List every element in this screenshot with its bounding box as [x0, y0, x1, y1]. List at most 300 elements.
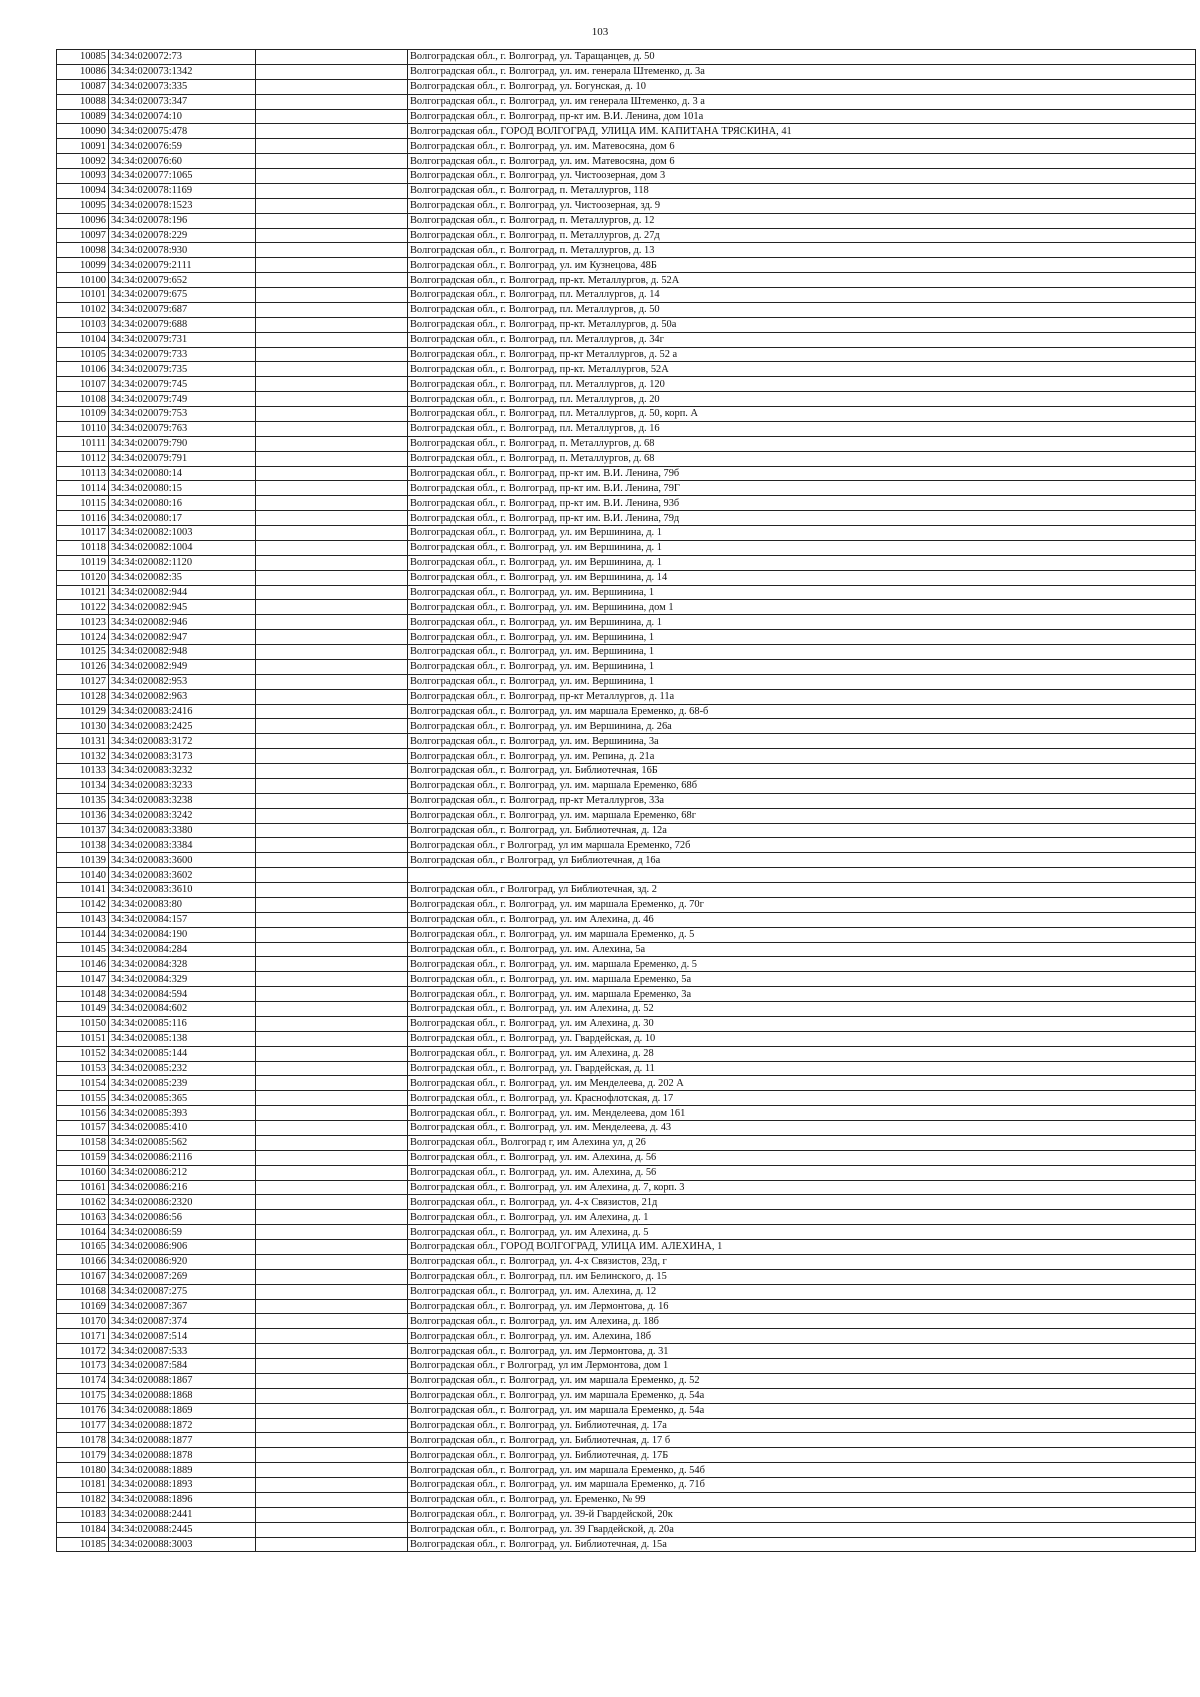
table-row: [57, 540, 1196, 555]
cadastral-number-cell: 34:34:020084:284: [109, 942, 256, 957]
cadastral-number-cell: 34:34:020083:80: [109, 897, 256, 912]
cadastral-number-cell: 34:34:020076:59: [109, 139, 256, 154]
address-cell: Волгоградская обл., г. Волгоград, п. Металлургов, д. 68: [408, 451, 1196, 466]
empty-cell: [256, 1314, 408, 1329]
address-cell: Волгоградская обл., г. Волгоград, ул. им. Вершинина, 1: [408, 630, 1196, 645]
table-row: [57, 1492, 1196, 1507]
address-cell: Волгоградская обл., г. Волгоград, ул. им. маршала Еременко, 5а: [408, 972, 1196, 987]
empty-cell: [256, 377, 408, 392]
address-cell: Волгоградская обл., г. Волгоград, ул. им генерала Штеменко, д. 3 а: [408, 94, 1196, 109]
cadastral-number-cell: 34:34:020083:3610: [109, 883, 256, 898]
table-row: [57, 392, 1196, 407]
table-row: [57, 600, 1196, 615]
row-number-cell: 10095: [57, 198, 109, 213]
empty-cell: [256, 912, 408, 927]
row-number-cell: 10155: [57, 1091, 109, 1106]
empty-cell: [256, 719, 408, 734]
table-row: [57, 778, 1196, 793]
row-number-cell: 10131: [57, 734, 109, 749]
cadastral-number-cell: 34:34:020079:688: [109, 317, 256, 332]
empty-cell: [256, 883, 408, 898]
empty-cell: [256, 1284, 408, 1299]
cadastral-number-cell: 34:34:020079:791: [109, 451, 256, 466]
address-cell: Волгоградская обл., г. Волгоград, ул. им маршала Еременко, д. 70г: [408, 897, 1196, 912]
table-row: [57, 1522, 1196, 1537]
address-cell: Волгоградская обл., г. Волгоград, ул. им маршала Еременко, д. 54а: [408, 1388, 1196, 1403]
address-cell: Волгоградская обл., г. Волгоград, ул. им маршала Еременко, д. 68-б: [408, 704, 1196, 719]
cadastral-number-cell: 34:34:020088:1867: [109, 1373, 256, 1388]
row-number-cell: 10104: [57, 332, 109, 347]
address-cell: Волгоградская обл., г. Волгоград, ул. им. Вершинина, 3а: [408, 734, 1196, 749]
table-row: [57, 1329, 1196, 1344]
row-number-cell: 10116: [57, 511, 109, 526]
row-number-cell: 10161: [57, 1180, 109, 1195]
empty-cell: [256, 1388, 408, 1403]
table-row: [57, 1418, 1196, 1433]
address-cell: Волгоградская обл., г. Волгоград, пл. Металлургов, д. 120: [408, 377, 1196, 392]
empty-cell: [256, 540, 408, 555]
row-number-cell: 10152: [57, 1046, 109, 1061]
table-row: [57, 1091, 1196, 1106]
empty-cell: [256, 868, 408, 883]
table-row: [57, 1373, 1196, 1388]
cadastral-number-cell: 34:34:020084:602: [109, 1002, 256, 1017]
empty-cell: [256, 302, 408, 317]
row-number-cell: 10103: [57, 317, 109, 332]
table-row: [57, 302, 1196, 317]
cadastral-number-cell: 34:34:020083:3600: [109, 853, 256, 868]
table-row: [57, 972, 1196, 987]
address-cell: Волгоградская обл., г. Волгоград, ул. им. маршала Еременко, д. 5: [408, 957, 1196, 972]
address-cell: Волгоградская обл., г. Волгоград, пр-кт. Металлургов, д. 50а: [408, 317, 1196, 332]
table-row: [57, 630, 1196, 645]
cadastral-number-cell: 34:34:020077:1065: [109, 169, 256, 184]
cadastral-number-cell: 34:34:020082:947: [109, 630, 256, 645]
cadastral-number-cell: 34:34:020073:335: [109, 79, 256, 94]
table-row: [57, 674, 1196, 689]
address-cell: Волгоградская обл., ГОРОД ВОЛГОГРАД, УЛИЦА ИМ. КАПИТАНА ТРЯСКИНА, 41: [408, 124, 1196, 139]
row-number-cell: 10114: [57, 481, 109, 496]
address-cell: Волгоградская обл., г. Волгоград, ул. 39-й Гвардейской, 20к: [408, 1507, 1196, 1522]
empty-cell: [256, 1165, 408, 1180]
empty-cell: [256, 749, 408, 764]
cadastral-number-cell: 34:34:020079:652: [109, 273, 256, 288]
address-cell: Волгоградская обл., г. Волгоград, ул. им. Алехина, д. 12: [408, 1284, 1196, 1299]
empty-cell: [256, 1373, 408, 1388]
table-row: [57, 79, 1196, 94]
row-number-cell: 10101: [57, 288, 109, 303]
row-number-cell: 10149: [57, 1002, 109, 1017]
table-row: [57, 228, 1196, 243]
empty-cell: [256, 585, 408, 600]
empty-cell: [256, 154, 408, 169]
empty-cell: [256, 451, 408, 466]
row-number-cell: 10119: [57, 555, 109, 570]
address-cell: Волгоградская обл., г. Волгоград, ул. им. Вершинина, дом 1: [408, 600, 1196, 615]
address-cell: Волгоградская обл., г. Волгоград, ул. им Менделеева, д. 202 А: [408, 1076, 1196, 1091]
cadastral-number-cell: 34:34:020087:584: [109, 1359, 256, 1374]
row-number-cell: 10181: [57, 1478, 109, 1493]
address-cell: Волгоградская обл., г. Волгоград, ул. Краснофлотская, д. 17: [408, 1091, 1196, 1106]
empty-cell: [256, 213, 408, 228]
empty-cell: [256, 317, 408, 332]
row-number-cell: 10130: [57, 719, 109, 734]
row-number-cell: 10150: [57, 1016, 109, 1031]
empty-cell: [256, 659, 408, 674]
cadastral-number-cell: 34:34:020079:733: [109, 347, 256, 362]
row-number-cell: 10143: [57, 912, 109, 927]
row-number-cell: 10151: [57, 1031, 109, 1046]
table-row: [57, 94, 1196, 109]
table-row: [57, 927, 1196, 942]
cadastral-number-cell: 34:34:020082:1120: [109, 555, 256, 570]
address-cell: Волгоградская обл., г. Волгоград, пр-кт Металлургов, 33а: [408, 793, 1196, 808]
address-cell: Волгоградская обл., г. Волгоград, ул. им Лермонтова, д. 31: [408, 1344, 1196, 1359]
empty-cell: [256, 332, 408, 347]
address-cell: Волгоградская обл., г. Волгоград, ул. им. Менделеева, д. 43: [408, 1121, 1196, 1136]
address-cell: Волгоградская обл., г. Волгоград, пр-кт Металлургов, д. 11а: [408, 689, 1196, 704]
table-row: [57, 957, 1196, 972]
table-row: [57, 585, 1196, 600]
address-cell: Волгоградская обл., г. Волгоград, ул. им. Алехина, 5а: [408, 942, 1196, 957]
address-cell: Волгоградская обл., г. Волгоград, пл. им Белинского, д. 15: [408, 1269, 1196, 1284]
address-cell: Волгоградская обл., г. Волгоград, пр-кт им. В.И. Ленина, дом 101а: [408, 109, 1196, 124]
row-number-cell: 10123: [57, 615, 109, 630]
cadastral-number-cell: 34:34:020082:953: [109, 674, 256, 689]
table-row: [57, 853, 1196, 868]
cadastral-number-cell: 34:34:020082:948: [109, 645, 256, 660]
row-number-cell: 10184: [57, 1522, 109, 1537]
cadastral-number-cell: 34:34:020073:347: [109, 94, 256, 109]
cadastral-number-cell: 34:34:020084:328: [109, 957, 256, 972]
address-cell: Волгоградская обл., г. Волгоград, ул. им. Вершинина, 1: [408, 645, 1196, 660]
address-cell: Волгоградская обл., г. Волгоград, ул. Библиотечная, д. 17а: [408, 1418, 1196, 1433]
address-cell: Волгоградская обл., г Волгоград, ул им маршала Еременко, 72б: [408, 838, 1196, 853]
cadastral-number-cell: 34:34:020087:269: [109, 1269, 256, 1284]
row-number-cell: 10164: [57, 1225, 109, 1240]
empty-cell: [256, 1448, 408, 1463]
table-row: [57, 64, 1196, 79]
address-cell: Волгоградская обл., г. Волгоград, ул. 4-х Связистов, 23д, г: [408, 1254, 1196, 1269]
table-row: [57, 154, 1196, 169]
cadastral-number-cell: 34:34:020083:3238: [109, 793, 256, 808]
address-cell: Волгоградская обл., г. Волгоград, ул. Таращанцев, д. 50: [408, 50, 1196, 65]
cadastral-number-cell: 34:34:020088:1896: [109, 1492, 256, 1507]
address-cell: Волгоградская обл., г. Волгоград, пл. Металлургов, д. 34г: [408, 332, 1196, 347]
row-number-cell: 10085: [57, 50, 109, 65]
address-cell: Волгоградская обл., г. Волгоград, ул. им. Матевосяна, дом 6: [408, 154, 1196, 169]
empty-cell: [256, 1359, 408, 1374]
cadastral-number-cell: 34:34:020085:562: [109, 1135, 256, 1150]
table-row: [57, 838, 1196, 853]
table-row: [57, 1463, 1196, 1478]
table-row: [57, 659, 1196, 674]
cadastral-number-cell: 34:34:020087:374: [109, 1314, 256, 1329]
empty-cell: [256, 1061, 408, 1076]
empty-cell: [256, 734, 408, 749]
row-number-cell: 10113: [57, 466, 109, 481]
address-cell: Волгоградская обл., г. Волгоград, пл. Металлургов, д. 50, корп. А: [408, 407, 1196, 422]
cadastral-number-cell: 34:34:020087:514: [109, 1329, 256, 1344]
cadastral-number-cell: 34:34:020085:116: [109, 1016, 256, 1031]
row-number-cell: 10144: [57, 927, 109, 942]
cadastral-number-cell: 34:34:020084:157: [109, 912, 256, 927]
cadastral-number-cell: 34:34:020085:393: [109, 1106, 256, 1121]
address-cell: Волгоградская обл., г. Волгоград, ул. им маршала Еременко, д. 54б: [408, 1463, 1196, 1478]
address-cell: Волгоградская обл., г. Волгоград, пр-кт им. В.И. Ленина, 79Г: [408, 481, 1196, 496]
table-row: [57, 704, 1196, 719]
table-row: [57, 1284, 1196, 1299]
cadastral-number-cell: 34:34:020088:1889: [109, 1463, 256, 1478]
empty-cell: [256, 1507, 408, 1522]
cadastral-number-cell: 34:34:020083:2416: [109, 704, 256, 719]
address-cell: Волгоградская обл., г. Волгоград, ул. Еременко, № 99: [408, 1492, 1196, 1507]
empty-cell: [256, 109, 408, 124]
row-number-cell: 10169: [57, 1299, 109, 1314]
address-cell: Волгоградская обл., г. Волгоград, ул. им. генерала Штеменко, д. 3а: [408, 64, 1196, 79]
table-row: [57, 1254, 1196, 1269]
cadastral-number-cell: 34:34:020088:1878: [109, 1448, 256, 1463]
address-cell: Волгоградская обл., г. Волгоград, п. Металлургов, д. 13: [408, 243, 1196, 258]
row-number-cell: 10153: [57, 1061, 109, 1076]
row-number-cell: 10090: [57, 124, 109, 139]
row-number-cell: 10156: [57, 1106, 109, 1121]
table-row: [57, 1061, 1196, 1076]
cadastral-number-cell: 34:34:020088:1868: [109, 1388, 256, 1403]
empty-cell: [256, 228, 408, 243]
table-row: [57, 868, 1196, 883]
empty-cell: [256, 139, 408, 154]
address-cell: Волгоградская обл., г. Волгоград, ул. 4-х Связистов, 21д: [408, 1195, 1196, 1210]
table-row: [57, 883, 1196, 898]
empty-cell: [256, 362, 408, 377]
table-row: [57, 1403, 1196, 1418]
address-cell: Волгоградская обл., г. Волгоград, пр-кт. Металлургов, д. 52А: [408, 273, 1196, 288]
empty-cell: [256, 1403, 408, 1418]
empty-cell: [256, 1240, 408, 1255]
row-number-cell: 10158: [57, 1135, 109, 1150]
address-cell: Волгоградская обл., г. Волгоград, ул. Богунская, д. 10: [408, 79, 1196, 94]
cadastral-number-cell: 34:34:020082:944: [109, 585, 256, 600]
address-cell: Волгоградская обл., г. Волгоград, ул. им Алехина, д. 7, корп. 3: [408, 1180, 1196, 1195]
address-cell: [408, 868, 1196, 883]
cadastral-number-cell: 34:34:020088:1893: [109, 1478, 256, 1493]
empty-cell: [256, 496, 408, 511]
address-cell: Волгоградская обл., г. Волгоград, ул. им Алехина, д. 52: [408, 1002, 1196, 1017]
empty-cell: [256, 1418, 408, 1433]
row-number-cell: 10183: [57, 1507, 109, 1522]
row-number-cell: 10159: [57, 1150, 109, 1165]
row-number-cell: 10133: [57, 764, 109, 779]
row-number-cell: 10146: [57, 957, 109, 972]
empty-cell: [256, 1492, 408, 1507]
table-row: [57, 407, 1196, 422]
cadastral-number-cell: 34:34:020087:367: [109, 1299, 256, 1314]
cadastral-number-cell: 34:34:020087:275: [109, 1284, 256, 1299]
empty-cell: [256, 1537, 408, 1552]
cadastral-number-cell: 34:34:020085:144: [109, 1046, 256, 1061]
row-number-cell: 10182: [57, 1492, 109, 1507]
empty-cell: [256, 615, 408, 630]
row-number-cell: 10166: [57, 1254, 109, 1269]
address-cell: Волгоградская обл., г. Волгоград, ул. им маршала Еременко, д. 54а: [408, 1403, 1196, 1418]
table-row: [57, 466, 1196, 481]
table-row: [57, 1478, 1196, 1493]
address-cell: Волгоградская обл., г. Волгоград, ул. Библиотечная, 16Б: [408, 764, 1196, 779]
empty-cell: [256, 957, 408, 972]
address-cell: Волгоградская обл., г. Волгоград, пр-кт им. В.И. Ленина, 93б: [408, 496, 1196, 511]
table-row: [57, 645, 1196, 660]
empty-cell: [256, 1522, 408, 1537]
row-number-cell: 10125: [57, 645, 109, 660]
address-cell: Волгоградская обл., г. Волгоград, ул. им Алехина, д. 46: [408, 912, 1196, 927]
cadastral-number-cell: 34:34:020080:16: [109, 496, 256, 511]
address-cell: Волгоградская обл., г. Волгоград, ул. им Алехина, д. 18б: [408, 1314, 1196, 1329]
table-row: [57, 1299, 1196, 1314]
table-row: [57, 689, 1196, 704]
cadastral-number-cell: 34:34:020082:949: [109, 659, 256, 674]
empty-cell: [256, 570, 408, 585]
cadastral-number-cell: 34:34:020078:930: [109, 243, 256, 258]
address-cell: Волгоградская обл., г. Волгоград, ул. Чистоозерная, дом 3: [408, 169, 1196, 184]
cadastral-number-cell: 34:34:020085:232: [109, 1061, 256, 1076]
cadastral-number-cell: 34:34:020082:963: [109, 689, 256, 704]
empty-cell: [256, 198, 408, 213]
address-cell: Волгоградская обл., г. Волгоград, ул. им. Матевосяна, дом 6: [408, 139, 1196, 154]
cadastral-number-cell: 34:34:020086:216: [109, 1180, 256, 1195]
empty-cell: [256, 823, 408, 838]
row-number-cell: 10138: [57, 838, 109, 853]
address-cell: Волгоградская обл., г. Волгоград, пл. Металлургов, д. 16: [408, 421, 1196, 436]
empty-cell: [256, 481, 408, 496]
row-number-cell: 10108: [57, 392, 109, 407]
cadastral-number-cell: 34:34:020083:3384: [109, 838, 256, 853]
table-row: [57, 1121, 1196, 1136]
cadastral-number-cell: 34:34:020080:14: [109, 466, 256, 481]
row-number-cell: 10174: [57, 1373, 109, 1388]
cadastral-number-cell: 34:34:020079:763: [109, 421, 256, 436]
address-cell: Волгоградская обл., г. Волгоград, ул. им. Алехина, д. 56: [408, 1165, 1196, 1180]
table-row: [57, 288, 1196, 303]
empty-cell: [256, 1195, 408, 1210]
cadastral-number-cell: 34:34:020082:35: [109, 570, 256, 585]
address-cell: Волгоградская обл., г. Волгоград, ул. им. Вершинина, 1: [408, 585, 1196, 600]
row-number-cell: 10171: [57, 1329, 109, 1344]
address-cell: Волгоградская обл., г. Волгоград, ул. им Вершинина, д. 1: [408, 615, 1196, 630]
row-number-cell: 10167: [57, 1269, 109, 1284]
row-number-cell: 10105: [57, 347, 109, 362]
address-cell: Волгоградская обл., г. Волгоград, ул. им Вершинина, д. 14: [408, 570, 1196, 585]
table-row: [57, 764, 1196, 779]
address-cell: Волгоградская обл., г. Волгоград, ул. Чистоозерная, зд. 9: [408, 198, 1196, 213]
empty-cell: [256, 1046, 408, 1061]
row-number-cell: 10129: [57, 704, 109, 719]
cadastral-number-cell: 34:34:020086:906: [109, 1240, 256, 1255]
empty-cell: [256, 258, 408, 273]
table-row: [57, 1165, 1196, 1180]
row-number-cell: 10088: [57, 94, 109, 109]
empty-cell: [256, 704, 408, 719]
empty-cell: [256, 1135, 408, 1150]
cadastral-number-cell: 34:34:020083:2425: [109, 719, 256, 734]
cadastral-number-cell: 34:34:020088:1877: [109, 1433, 256, 1448]
cadastral-number-cell: 34:34:020085:365: [109, 1091, 256, 1106]
row-number-cell: 10109: [57, 407, 109, 422]
address-cell: Волгоградская обл., г. Волгоград, ул. им Лермонтова, д. 16: [408, 1299, 1196, 1314]
table-row: [57, 719, 1196, 734]
address-cell: Волгоградская обл., г. Волгоград, ул. им. Алехина, д. 56: [408, 1150, 1196, 1165]
row-number-cell: 10092: [57, 154, 109, 169]
address-cell: Волгоградская обл., г. Волгоград, ул. им Алехина, д. 28: [408, 1046, 1196, 1061]
table-row: [57, 139, 1196, 154]
row-number-cell: 10177: [57, 1418, 109, 1433]
row-number-cell: 10117: [57, 526, 109, 541]
empty-cell: [256, 1016, 408, 1031]
row-number-cell: 10176: [57, 1403, 109, 1418]
address-cell: Волгоградская обл., Волгоград г, им Алехина ул, д 26: [408, 1135, 1196, 1150]
cadastral-number-cell: 34:34:020072:73: [109, 50, 256, 65]
cadastral-number-cell: 34:34:020088:3003: [109, 1537, 256, 1552]
row-number-cell: 10141: [57, 883, 109, 898]
row-number-cell: 10173: [57, 1359, 109, 1374]
row-number-cell: 10142: [57, 897, 109, 912]
table-row: [57, 1195, 1196, 1210]
row-number-cell: 10087: [57, 79, 109, 94]
address-cell: Волгоградская обл., г. Волгоград, ул. Библиотечная, д. 17 б: [408, 1433, 1196, 1448]
cadastral-number-cell: 34:34:020086:920: [109, 1254, 256, 1269]
empty-cell: [256, 1433, 408, 1448]
table-row: [57, 1046, 1196, 1061]
row-number-cell: 10178: [57, 1433, 109, 1448]
table-row: [57, 555, 1196, 570]
cadastral-number-cell: 34:34:020086:56: [109, 1210, 256, 1225]
table-row: [57, 1016, 1196, 1031]
cadastral-number-cell: 34:34:020079:675: [109, 288, 256, 303]
empty-cell: [256, 183, 408, 198]
table-row: [57, 1210, 1196, 1225]
cadastral-number-cell: 34:34:020086:2320: [109, 1195, 256, 1210]
row-number-cell: 10091: [57, 139, 109, 154]
address-cell: Волгоградская обл., г. Волгоград, пр-кт. Металлургов, 52А: [408, 362, 1196, 377]
cadastral-number-cell: 34:34:020086:2116: [109, 1150, 256, 1165]
address-cell: Волгоградская обл., г. Волгоград, ул. им. маршала Еременко, 68б: [408, 778, 1196, 793]
table-row: [57, 912, 1196, 927]
table-row: [57, 109, 1196, 124]
cadastral-register-table: [56, 49, 1196, 1552]
address-cell: Волгоградская обл., г Волгоград, ул Библиотечная, д 16а: [408, 853, 1196, 868]
table-row: [57, 481, 1196, 496]
address-cell: Волгоградская обл., г. Волгоград, ул. Библиотечная, д. 17Б: [408, 1448, 1196, 1463]
table-row: [57, 1448, 1196, 1463]
address-cell: Волгоградская обл., г. Волгоград, ул. им. Алехина, 18б: [408, 1329, 1196, 1344]
empty-cell: [256, 407, 408, 422]
cadastral-number-cell: 34:34:020078:229: [109, 228, 256, 243]
empty-cell: [256, 1180, 408, 1195]
empty-cell: [256, 1150, 408, 1165]
table-row: [57, 258, 1196, 273]
table-row: [57, 1507, 1196, 1522]
table-row: [57, 1359, 1196, 1374]
address-cell: Волгоградская обл., г. Волгоград, ул. им. маршала Еременко, 3а: [408, 987, 1196, 1002]
table-row: [57, 317, 1196, 332]
address-cell: Волгоградская обл., г Волгоград, ул Библиотечная, зд. 2: [408, 883, 1196, 898]
row-number-cell: 10162: [57, 1195, 109, 1210]
table-row: [57, 570, 1196, 585]
row-number-cell: 10128: [57, 689, 109, 704]
cadastral-number-cell: 34:34:020080:15: [109, 481, 256, 496]
table-row: [57, 808, 1196, 823]
row-number-cell: 10111: [57, 436, 109, 451]
